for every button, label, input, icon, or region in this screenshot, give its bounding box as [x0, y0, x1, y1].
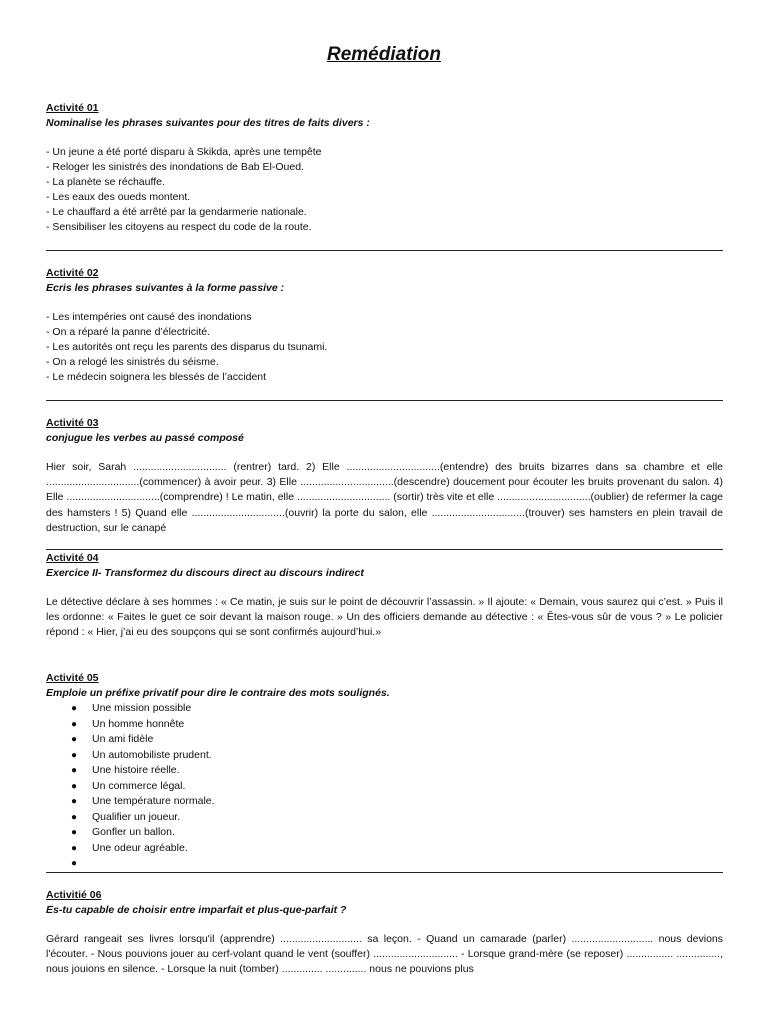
- bullet-icon: ●: [71, 734, 78, 745]
- activity-04-instruction: Exercice II- Transformez du discours direct au discours indirect: [46, 567, 364, 579]
- list-item: - Sensibiliser les citoyens au respect du code de la route.: [46, 221, 312, 233]
- bullet-icon: ●: [71, 796, 78, 807]
- list-item-text: Un homme honnête: [92, 717, 185, 730]
- list-item-text: Qualifier un joueur.: [92, 810, 181, 823]
- list-item: [46, 794, 723, 810]
- list-item: - Le chauffard a été arrêté par la gendarmerie nationale.: [46, 206, 307, 218]
- list-item: [46, 841, 723, 857]
- activity-01: [46, 101, 723, 235]
- activity-03-heading: Activité 03: [46, 417, 99, 429]
- list-item: - Les autorités ont reçu les parents des disparus du tsunami.: [46, 341, 328, 353]
- activity-06-instruction: Es-tu capable de choisir entre imparfait et plus-que-parfait ?: [46, 904, 347, 916]
- list-item: - Le médecin soignera les blessés de l’accident: [46, 371, 267, 383]
- bullet-icon: ●: [71, 811, 78, 823]
- activity-02-instruction: Ecris les phrases suivantes à la forme passive :: [46, 282, 285, 294]
- activity-03-text: Hier soir, Sarah ................................ (rentrer) tard. 2) Elle ................................(entendre) des bruits bizarres dans sa chambre et elle ................................(commencer) à avoir peur. 3) Elle ................................(descendre) doucement pour écouter les bruits provenant du salon. 4) Elle ................................(comprendre) ! Le matin, elle ................................ (sortir) très vite et elle ................................(oublier) de refermer la cage des hamsters ! 5) Quand elle ................................(ouvrir) la porte du salon, elle ................................(trouver) ses hamsters en plein travail de destruction, sur le canapé: [46, 461, 723, 534]
- activity-04: [46, 551, 723, 641]
- list-item: [46, 763, 723, 779]
- list-item: - Les intempéries ont causé des inondations: [46, 311, 252, 323]
- activity-05: [46, 671, 723, 872]
- bullet-icon: ●: [71, 780, 78, 792]
- divider: [46, 250, 723, 251]
- list-item: - Reloger les sinistrés des inondations de Bab El-Oued.: [46, 161, 304, 173]
- activity-01-list: [46, 145, 723, 235]
- activity-06-heading: Activitié 06: [46, 889, 102, 901]
- list-item-text: Une mission possible: [92, 702, 192, 714]
- activity-05-heading: Activité 05: [46, 672, 99, 684]
- list-item: - Un jeune a été porté disparu à Skikda, après une tempête: [46, 146, 322, 158]
- bullet-icon: ●: [71, 827, 78, 838]
- list-item: [46, 779, 723, 795]
- bullet-icon: ●: [71, 718, 78, 730]
- bullet-icon: ●: [71, 858, 78, 869]
- list-item: - On a réparé la panne d’électricité.: [46, 326, 211, 338]
- list-item: [46, 732, 723, 748]
- list-item: [46, 825, 723, 841]
- activity-02: [46, 266, 723, 385]
- activity-01-heading: Activité 01: [46, 102, 99, 114]
- divider: [46, 549, 723, 550]
- page-title: Remédiation: [326, 44, 442, 65]
- list-item: [46, 856, 723, 872]
- activity-05-list: [46, 701, 723, 872]
- activity-04-heading: Activité 04: [46, 552, 99, 564]
- list-item-text: Gonfler un ballon.: [92, 826, 175, 838]
- list-item: - La planète se réchauffe.: [46, 176, 165, 188]
- bullet-icon: ●: [71, 765, 78, 776]
- activity-03-instruction: conjugue les verbes au passé composé: [46, 432, 244, 444]
- activity-02-heading: Activité 02: [46, 267, 99, 279]
- list-item: [46, 810, 723, 826]
- divider: [46, 872, 723, 873]
- list-item: - On a relogé les sinistrés du séisme.: [46, 356, 219, 368]
- list-item: [46, 701, 723, 717]
- list-item: - Les eaux des oueds montent.: [46, 191, 191, 203]
- activity-03: [46, 416, 723, 536]
- list-item-text: Une histoire réelle.: [92, 764, 180, 776]
- list-item-text: Un ami fidèle: [92, 733, 154, 745]
- activity-02-list: [46, 310, 723, 385]
- bullet-icon: ●: [71, 703, 78, 714]
- bullet-icon: ●: [71, 842, 78, 854]
- list-item: [46, 717, 723, 733]
- activity-04-text: Le détective déclare à ses hommes : « Ce matin, je suis sur le point de découvrir l’assassin. » Il ajoute: « Demain, vous saurez qui c’est. » Puis il les ordonne: « Faites le guet ce soir devant la maison rouge. » Un des officiers demande au détective : « Êtes-vous sûr de vous ? » Le policier répond : « Hier, j’ai eu des soupçons qui se sont confirmés aujourd’hui.»: [46, 596, 723, 639]
- divider: [46, 400, 723, 401]
- activity-06: [46, 888, 723, 978]
- activity-01-instruction: Nominalise les phrases suivantes pour des titres de faits divers :: [46, 117, 370, 129]
- list-item-text: Une odeur agréable.: [92, 841, 188, 854]
- list-item-text: Une température normale.: [92, 795, 215, 807]
- activity-05-instruction: Emploie un préfixe privatif pour dire le contraire des mots soulignés.: [46, 687, 390, 699]
- activity-06-text: Gérard rangeait ses livres lorsqu'il (apprendre) ............................ sa leçon. - Quand un camarade (parler) ............................ nous devions l'écouter. - Nous pouvions jouer au cerf-volant quand le vent (souffer) ............................. - Lorsque grand-mère (se reposer) ................ ..............., nous jouions en silence. - Lorsque la nuit (tomber) .............. .............. nous ne pouvions plus: [46, 933, 723, 976]
- list-item: [46, 748, 723, 764]
- list-item-text: Un commerce légal.: [92, 779, 186, 792]
- bullet-icon: ●: [71, 749, 78, 761]
- list-item-text: Un automobiliste prudent.: [92, 748, 212, 761]
